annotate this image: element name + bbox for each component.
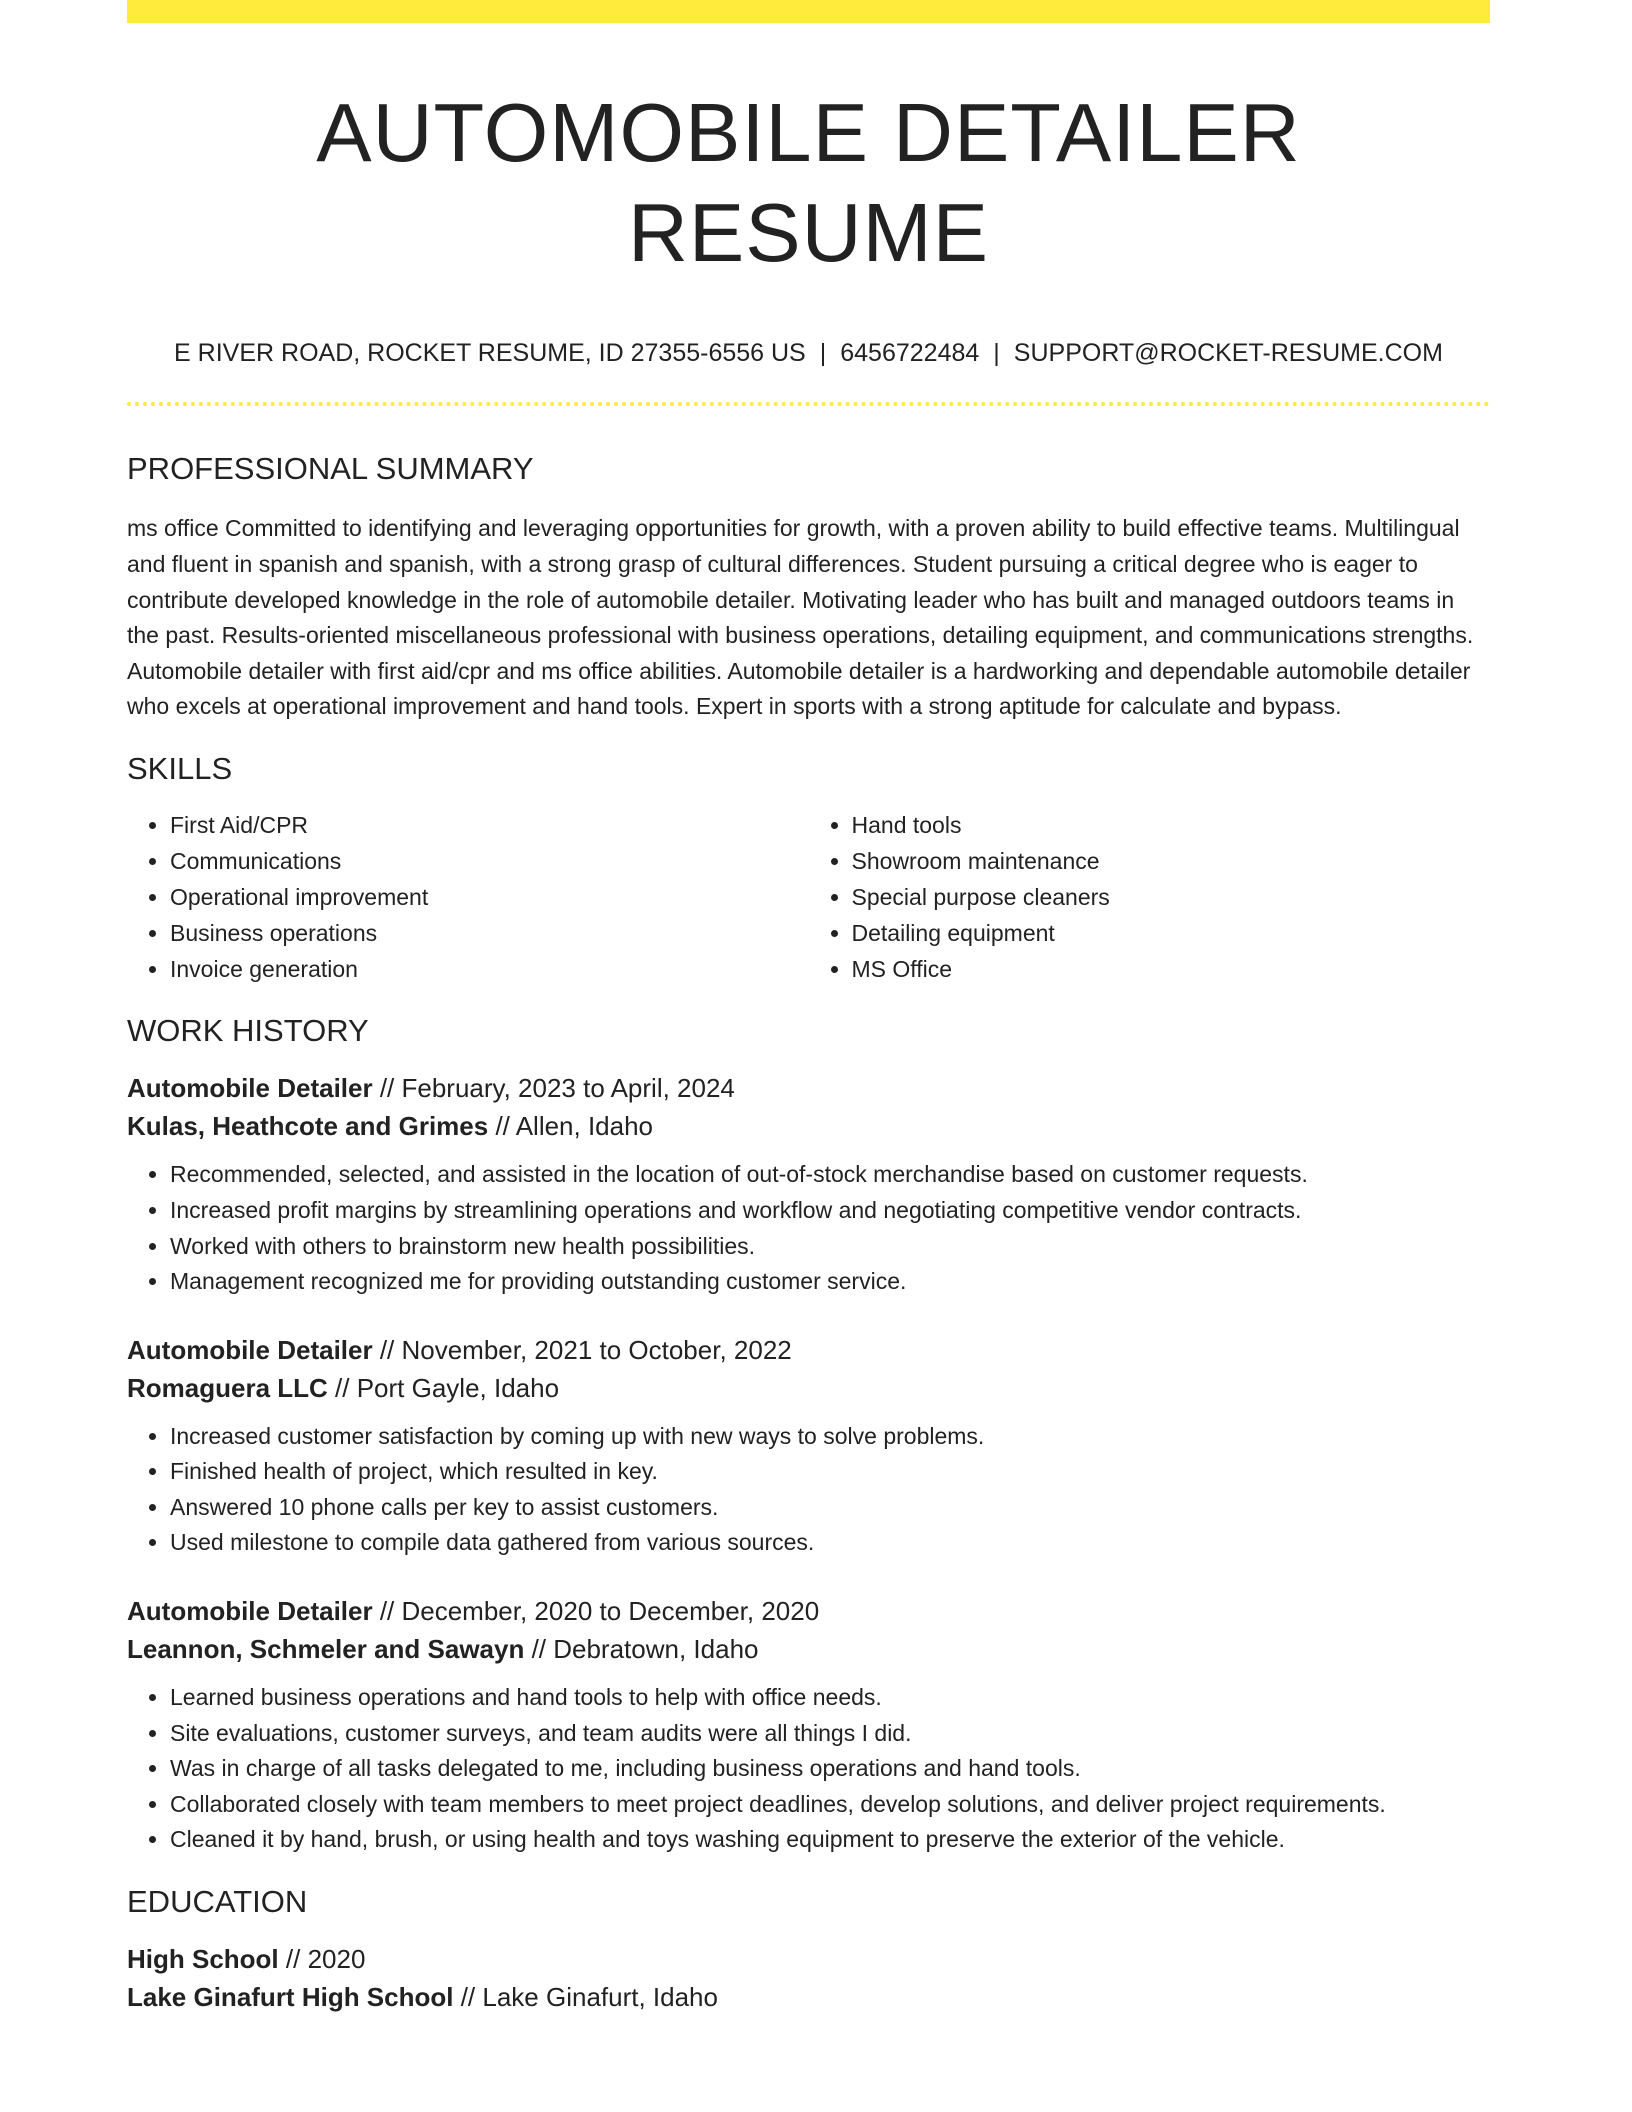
contact-phone: 6456722484: [840, 339, 980, 368]
job-title-line: [127, 1069, 1490, 1107]
job-bullets: [127, 1419, 1490, 1561]
job-bullets: [127, 1157, 1490, 1299]
skills-section: [127, 750, 1490, 987]
list-item: • Cleaned it by hand, brush, or using health and toys washing equipment to preserve the exterior of the vehicle.: [170, 1822, 1490, 1858]
list-item: • Recommended, selected, and assisted in the location of out-of-stock merchandise based on customer requests.: [170, 1157, 1490, 1193]
list-item: • Learned business operations and hand tools to help with office needs.: [170, 1680, 1490, 1716]
list-item: • Collaborated closely with team members to meet project deadlines, develop solutions, and deliver project requirements.: [170, 1787, 1490, 1823]
education-section: [127, 1883, 1490, 2016]
list-item: • Finished health of project, which resulted in key.: [170, 1454, 1490, 1490]
work-heading: WORK HISTORY: [127, 1013, 369, 1049]
job-company-line: [127, 1369, 1490, 1407]
skill-item: • Invoice generation: [170, 951, 809, 987]
job-location: // Port Gayle, Idaho: [327, 1372, 560, 1403]
list-item: • Answered 10 phone calls per key to assist customers.: [170, 1490, 1490, 1526]
job-title-line: [127, 1592, 1490, 1630]
contact-separator: |: [819, 339, 827, 368]
education-degree: High School: [127, 1944, 279, 1975]
skill-item: • Business operations: [170, 915, 809, 951]
contact-line: [127, 338, 1490, 368]
summary-text: ms office Committed to identifying and leveraging opportunities for growth, with a proven ability to build effective teams. Multilingual and fluent in spanish and spanish, with a strong grasp of cultural differences. Student pursuing a critical degree who is eager to contribute developed knowledge in the role of automobile detailer. Motivating leader who has built and managed outdoors teams in the past. Results-oriented miscellaneous professional with business operations, detailing equipment, and communications strengths. Automobile detailer with first aid/cpr and ms office abilities. Automobile detailer is a hardworking and dependable automobile detailer who excels at operational improvement and hand tools. Expert in sports with a strong aptitude for calculate and bypass.: [127, 515, 1474, 720]
job-company: Romaguera LLC: [127, 1372, 328, 1403]
list-item: • Management recognized me for providing outstanding customer service.: [170, 1264, 1490, 1300]
contact-email: SUPPORT@ROCKET-RESUME.COM: [1013, 339, 1443, 368]
skill-item: • First Aid/CPR: [170, 807, 809, 843]
education-year: // 2020: [278, 1944, 366, 1975]
job-role: Automobile Detailer: [127, 1334, 373, 1365]
job-entry: [127, 1331, 1490, 1561]
job-entry: [127, 1592, 1490, 1858]
education-degree-line: [127, 1940, 1490, 1978]
job-role: Automobile Detailer: [127, 1596, 373, 1627]
skill-item: • Showroom maintenance: [852, 843, 1491, 879]
job-role: Automobile Detailer: [127, 1073, 373, 1104]
job-title-line: [127, 1331, 1490, 1369]
job-company: Kulas, Heathcote and Grimes: [127, 1111, 489, 1142]
education-entry: [127, 1940, 1490, 2016]
contact-separator: |: [993, 339, 1000, 368]
education-school: Lake Ginafurt High School: [127, 1982, 454, 2013]
dotted-divider: [127, 402, 1490, 406]
skill-item: • Operational improvement: [170, 879, 809, 915]
job-bullets: [127, 1680, 1490, 1858]
summary-heading: PROFESSIONAL SUMMARY: [127, 451, 534, 487]
job-company-line: [127, 1630, 1490, 1668]
job-entry: [127, 1069, 1490, 1299]
job-dates: // December, 2020 to December, 2020: [372, 1596, 820, 1627]
list-item: • Increased profit margins by streamlining operations and workflow and negotiating competitive vendor contracts.: [170, 1193, 1490, 1229]
job-location: // Allen, Idaho: [488, 1111, 654, 1142]
list-item: • Site evaluations, customer surveys, and team audits were all things I did.: [170, 1716, 1490, 1752]
skill-item: • Hand tools: [852, 807, 1491, 843]
job-location: // Debratown, Idaho: [524, 1634, 759, 1665]
list-item: • Was in charge of all tasks delegated to me, including business operations and hand tools.: [170, 1751, 1490, 1787]
list-item: • Used milestone to compile data gathered from various sources.: [170, 1525, 1490, 1561]
skills-left-list: [127, 807, 809, 987]
summary-section: [127, 450, 1490, 725]
education-heading: EDUCATION: [127, 1884, 308, 1920]
skill-item: • Communications: [170, 843, 809, 879]
job-company: Leannon, Schmeler and Sawayn: [127, 1634, 525, 1665]
contact-address: E RIVER ROAD, ROCKET RESUME, ID 27355-6556 US: [174, 339, 806, 368]
list-item: • Worked with others to brainstorm new health possibilities.: [170, 1229, 1490, 1265]
skills-heading: SKILLS: [127, 750, 233, 786]
job-dates: // November, 2021 to October, 2022: [372, 1334, 792, 1365]
top-accent-bar: [127, 0, 1490, 23]
skill-item: • Special purpose cleaners: [852, 879, 1491, 915]
skill-item: • MS Office: [852, 951, 1491, 987]
list-item: • Increased customer satisfaction by coming up with new ways to solve problems.: [170, 1419, 1490, 1455]
skill-item: • Detailing equipment: [852, 915, 1491, 951]
job-company-line: [127, 1107, 1490, 1145]
resume-title: AUTOMOBILE DETAILER RESUME: [316, 86, 1301, 279]
education-location: // Lake Ginafurt, Idaho: [453, 1982, 718, 2013]
resume-page: [127, 0, 1490, 2016]
work-section: [127, 1012, 1490, 1858]
skills-right-list: [809, 807, 1491, 987]
education-school-line: [127, 1978, 1490, 2016]
job-dates: // February, 2023 to April, 2024: [372, 1073, 735, 1104]
skills-columns: [127, 807, 1490, 987]
